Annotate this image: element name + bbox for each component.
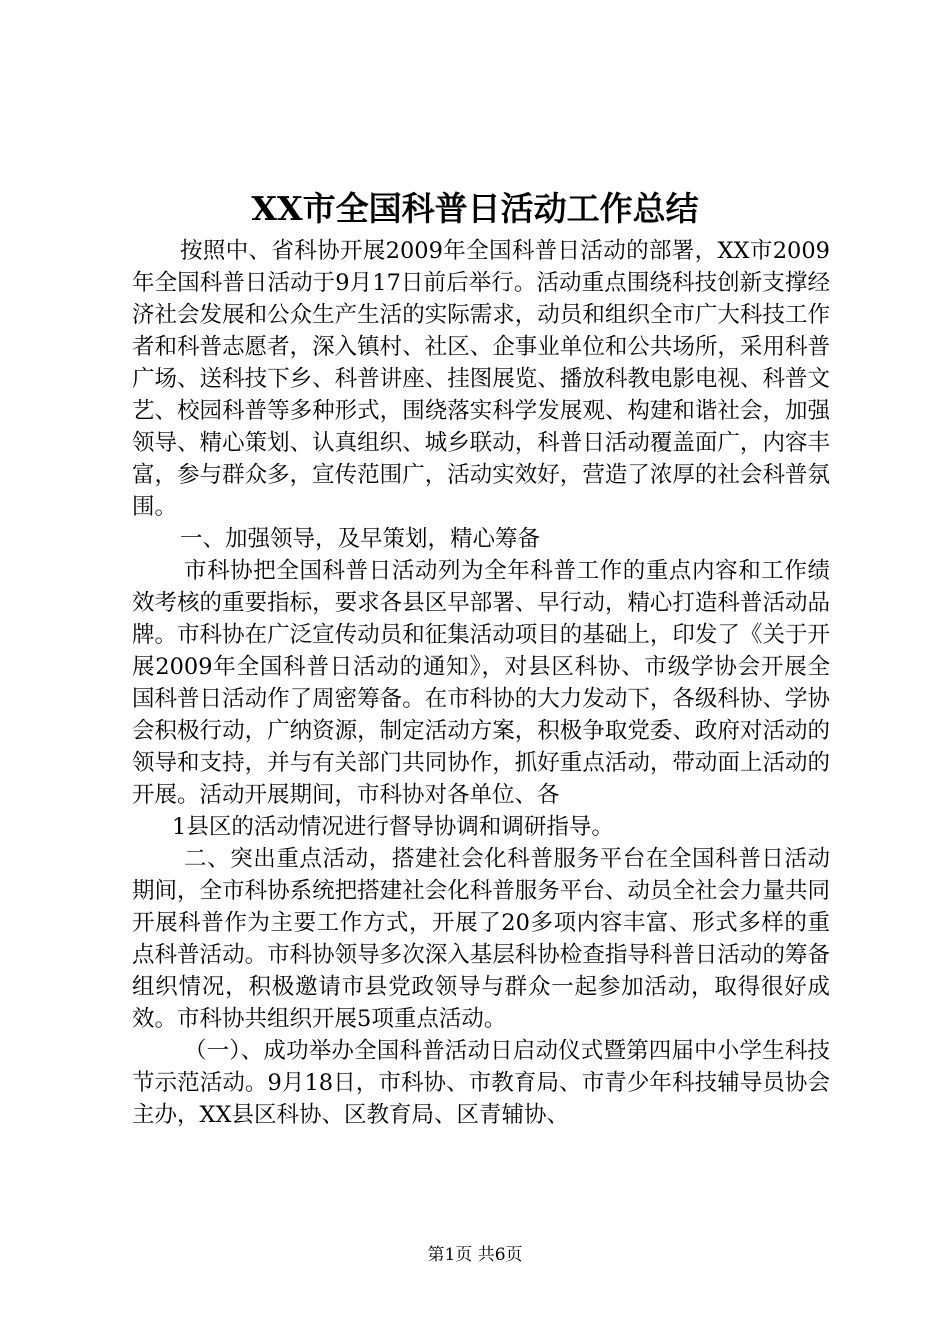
- paragraph-intro: 按照中、省科协开展2009年全国科普日活动的部署，XX市2009年全国科普日活动于9月17日前后举行。活动重点围绕科技创新支撑经济社会发展和公众生产生活的实际需求，动员和组织全市广大科技工作者和科普志愿者，深入镇村、社区、企事业单位和公共场所，采用科普广场、送科技下乡、科普讲座、挂图展览、播放科教电影电视、科普文艺、校园科普等多种形式，围绕落实科学发展观、构建和谐社会，加强领导、精心策划、认真组织、城乡联动，科普日活动覆盖面广，内容丰富，参与群众多，宣传范围广，活动实效好，营造了浓厚的社会科普氛围。: [132, 238, 830, 520]
- section-heading-1: 一、加强领导，及早策划，精心筹备: [180, 526, 541, 552]
- document-title: XX市全国科普日活动工作总结: [251, 189, 699, 228]
- page-number-footer: 第1页 共6页: [427, 1245, 523, 1265]
- section-heading-2: 二、突出重点活动，搭建社会化科普服务平台在全国科普日活动期间，全市科协系统把搭建社会化科普服务平台、动员全社会力量共同开展科普作为主要工作方式，开展了20多项内容丰富、形式多样的重点科普活动。市科协领导多次深入基层科协检查指导科普日活动的筹备组织情况，积极邀请市县党政领导与群众一起参加活动，取得很好成效。市科协共组织开展5项重点活动。: [132, 846, 830, 1032]
- paragraph-section-1: 市科协把全国科普日活动列为全年科普工作的重点内容和工作绩效考核的重要指标，要求各县区早部署、早行动，精心打造科普活动品牌。市科协在广泛宣传动员和征集活动项目的基础上，印发了《关于开展2009年全国科普日活动的通知》，对县区科协、市级学协会开展全国科普日活动作了周密筹备。在市科协的大力发动下，各级科协、学协会积极行动，广纳资源，制定活动方案，积极争取党委、政府对活动的领导和支持，并与有关部门共同协作，抓好重点活动，带动面上活动的开展。活动开展期间，市科协对各单位、各: [132, 558, 830, 808]
- document-body: [132, 235, 830, 1131]
- paragraph-continuation: 1县区的活动情况进行督导协调和调研指导。: [172, 814, 614, 840]
- paragraph-subsection-1: （一）、成功举办全国科普活动日启动仪式暨第四届中小学生科技节示范活动。9月18日，市科协、市教育局、市青少年科技辅导员协会主办，XX县区科协、区教育局、区青辅协、: [132, 1038, 830, 1128]
